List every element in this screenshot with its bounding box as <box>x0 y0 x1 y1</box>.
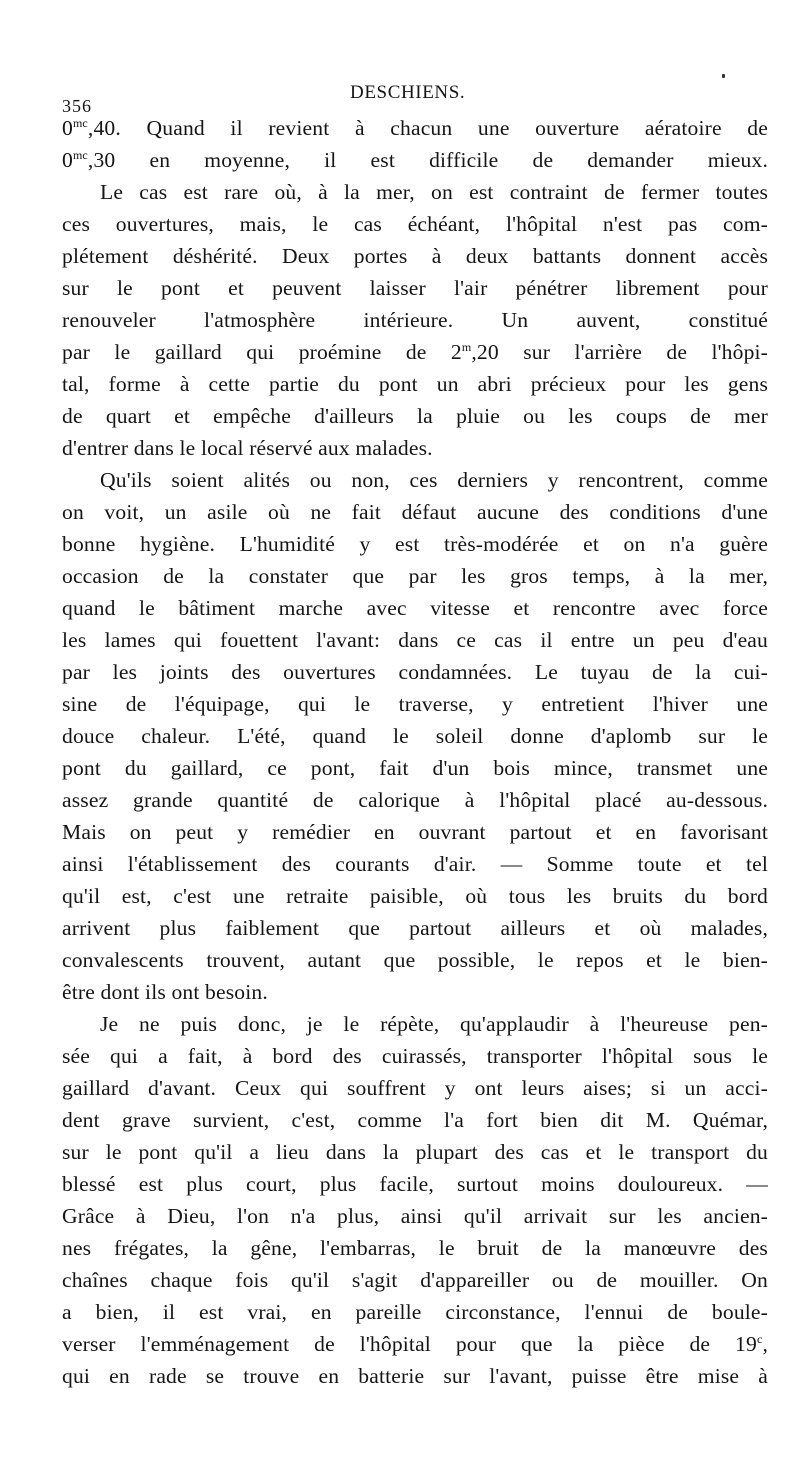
text-line-2: $0^{mc},30$ en moyenne, il est difficile de demander mieux. <box>62 148 768 172</box>
text-line-17: les lames qui fouettent l'avant: dans ce cas il entre un peu d'eau <box>62 628 768 652</box>
text-line-35: Grâce à Dieu, l'on n'a plus, ainsi qu'il arrivait sur les ancien- <box>62 1204 768 1228</box>
text-line-38: a bien, il est vrai, en pareille circonstance, l'ennui de boule- <box>62 1300 768 1324</box>
superscript-unit: m <box>461 340 472 354</box>
text-line-36: nes frégates, la gêne, l'embarras, le bruit de la manœuvre des <box>62 1236 768 1260</box>
text-line-16: quand le bâtiment marche avec vitesse et rencontre avec force <box>62 596 768 620</box>
text-line-18: par les joints des ouvertures condamnées. Le tuyau de la cui- <box>62 660 768 684</box>
text-line-24: ainsi l'établissement des courants d'air. — Somme toute et tel <box>62 852 768 876</box>
text-line-33: sur le pont qu'il a lieu dans la plupart des cas et le transport du <box>62 1140 768 1164</box>
body-text <box>62 112 768 1392</box>
text-line-9: tal, forme à cette partie du pont un abri précieux pour les gens <box>62 372 768 396</box>
text-line-23: Mais on peut y remédier en ouvrant partout et en favorisant <box>62 820 768 844</box>
text-line-6: sur le pont et peuvent laisser l'air pénétrer librement pour <box>62 276 768 300</box>
page-number: 356 <box>62 96 92 116</box>
superscript-unit: c <box>756 1332 763 1346</box>
text-line-14: bonne hygiène. L'humidité y est très-modérée et on n'a guère <box>62 532 768 556</box>
ink-speck <box>722 74 725 78</box>
text-line-28: être dont ils ont besoin. <box>62 980 268 1004</box>
text-line-3: Le cas est rare où, à la mer, on est contraint de fermer toutes <box>100 180 768 204</box>
text-line-32: dent grave survient, c'est, comme l'a fort bien dit M. Quémar, <box>62 1108 768 1132</box>
text-line-37: chaînes chaque fois qu'il s'agit d'appareiller ou de mouiller. On <box>62 1268 768 1292</box>
superscript-unit: mc <box>72 116 88 130</box>
running-head-title: DESCHIENS. <box>350 82 466 103</box>
text-line-29: Je ne puis donc, je le répète, qu'applaudir à l'heureuse pen- <box>100 1012 768 1036</box>
text-line-19: sine de l'équipage, qui le traverse, y entretient l'hiver une <box>62 692 768 716</box>
text-line-12: Qu'ils soient alités ou non, ces derniers y rencontrent, comme <box>100 468 768 492</box>
text-line-30: sée qui a fait, à bord des cuirassés, transporter l'hôpital sous le <box>62 1044 768 1068</box>
text-line-10: de quart et empêche d'ailleurs la pluie ou les coups de mer <box>62 404 768 428</box>
text-line-8: par le gaillard qui proémine de 2$^m$,20 sur l'arrière de l'hôpi- <box>62 340 769 364</box>
text-line-40: qui en rade se trouve en batterie sur l'avant, puisse être mise à <box>62 1364 768 1388</box>
text-line-26: arrivent plus faiblement que partout ailleurs et où malades, <box>62 916 768 940</box>
text-line-13: on voit, un asile où ne fait défaut aucune des conditions d'une <box>62 500 768 524</box>
text-line-21: pont du gaillard, ce pont, fait d'un bois mince, transmet une <box>62 756 768 780</box>
text-line-5: plétement déshérité. Deux portes à deux battants donnent accès <box>62 244 768 268</box>
text-line-39: verser l'emménagement de l'hôpital pour que la pièce de 19$^c$, <box>62 1332 768 1356</box>
text-line-25: qu'il est, c'est une retraite paisible, où tous les bruits du bord <box>62 884 768 908</box>
text-line-4: ces ouvertures, mais, le cas échéant, l'hôpital n'est pas com- <box>62 212 768 236</box>
text-line-27: convalescents trouvent, autant que possible, le repos et le bien- <box>62 948 768 972</box>
superscript-unit: mc <box>72 148 88 162</box>
text-line-11: d'entrer dans le local réservé aux malades. <box>62 436 433 460</box>
text-line-34: blessé est plus court, plus facile, surtout moins douloureux. — <box>62 1172 768 1196</box>
text-line-22: assez grande quantité de calorique à l'hôpital placé au-dessous. <box>62 788 768 812</box>
text-line-1: $0^{mc},40$. Quand il revient à chacun une ouverture aératoire de <box>62 116 768 140</box>
text-line-15: occasion de la constater que par les gros temps, à la mer, <box>62 564 768 588</box>
text-line-31: gaillard d'avant. Ceux qui souffrent y ont leurs aises; si un acci- <box>62 1076 768 1100</box>
text-line-7: renouveler l'atmosphère intérieure. Un auvent, constitué <box>62 308 768 332</box>
text-line-20: douce chaleur. L'été, quand le soleil donne d'aplomb sur le <box>62 724 768 748</box>
